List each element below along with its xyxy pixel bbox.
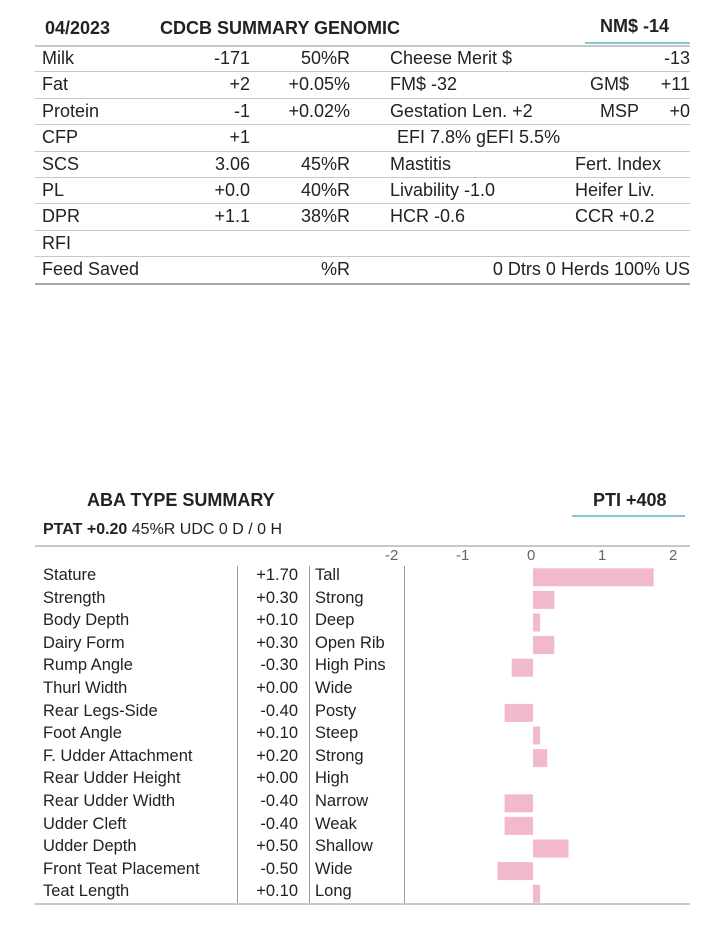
trait-descriptor: Wide: [315, 679, 353, 697]
genomic-cell-c5: CCR +0.2: [575, 206, 655, 227]
genomic-cell-c6: +11: [660, 74, 690, 95]
genomic-cell-c3: 50%R: [300, 48, 350, 68]
trait-value: +0.00: [256, 679, 298, 697]
genomic-cell-c1: PL: [42, 180, 65, 200]
trait-descriptor: Shallow: [315, 837, 373, 856]
trait-bar: [505, 704, 533, 722]
trait-bar: [533, 885, 540, 903]
trait-value: -0.50: [260, 859, 298, 878]
trait-value: -0.30: [260, 656, 298, 675]
genomic-cell-c2: -1: [233, 100, 250, 121]
trait-descriptor: Strong: [315, 588, 364, 607]
genomic-cell-c4: HCR -0.6: [390, 206, 466, 227]
trait-name: Rump Angle: [43, 656, 133, 675]
trait-bar: [505, 817, 533, 835]
ptat-value: PTAT +0.20: [43, 521, 128, 538]
genomic-cell-c2: +2: [229, 74, 250, 95]
genomic-cell-c3: 38%R: [300, 206, 350, 227]
genomic-cell-c1: Fat: [42, 74, 69, 95]
trait-value: +0.00: [256, 769, 298, 788]
trait-descriptor: Tall: [315, 566, 340, 584]
trait-name: Udder Depth: [43, 837, 137, 856]
trait-bar: [505, 794, 533, 812]
genomic-cell-c2: +0.0: [214, 180, 250, 200]
trait-name: Body Depth: [43, 611, 130, 630]
trait-descriptor: High Pins: [315, 656, 386, 675]
trait-bar: [533, 727, 540, 745]
trait-value: +0.10: [256, 611, 298, 630]
genomic-cell-c4: Cheese Merit $: [390, 48, 513, 68]
trait-bar: [533, 591, 554, 609]
trait-descriptor: Wide: [315, 859, 353, 878]
genomic-cell-c2: -171: [213, 48, 250, 68]
trait-bar: [533, 636, 554, 654]
trait-name: Rear Legs-Side: [43, 701, 158, 720]
genomic-cell-c4: Gestation Len. +2: [390, 100, 533, 121]
net-merit-value: NM$ -14: [600, 16, 670, 36]
trait-value: -0.40: [260, 814, 298, 833]
trait-bar: [533, 568, 654, 586]
genomic-cell-c4: EFI 7.8% gEFI 5.5%: [397, 127, 561, 148]
genomic-cell-c3: 45%R: [300, 153, 350, 174]
genomic-cell-c4: Mastitis: [390, 153, 452, 174]
genomic-cell-c2: 3.06: [214, 153, 250, 174]
trait-descriptor: Posty: [315, 701, 357, 720]
trait-descriptor: Narrow: [315, 792, 369, 810]
trait-value: +0.30: [256, 633, 298, 652]
trait-descriptor: Strong: [315, 746, 364, 765]
trait-value: -0.40: [260, 701, 298, 720]
report-date: 04/2023: [45, 18, 111, 38]
trait-descriptor: High: [315, 769, 349, 788]
trait-descriptor: Weak: [315, 814, 357, 833]
aba-title: ABA TYPE SUMMARY: [87, 490, 275, 510]
report-title: CDCB SUMMARY GENOMIC: [160, 18, 401, 38]
trait-name: F. Udder Attachment: [43, 746, 193, 765]
trait-value: +0.10: [256, 882, 298, 901]
genomic-cell-c4: Livability -1.0: [390, 180, 496, 200]
genomic-cell-c1: Protein: [42, 100, 100, 121]
genomic-cell-c1: RFI: [42, 232, 71, 253]
trait-name: Teat Length: [43, 882, 130, 901]
trait-name: Rear Udder Width: [43, 792, 176, 810]
ptat-details: 45%R UDC 0 D / 0 H: [131, 521, 283, 538]
genomic-cell-c6: +0: [669, 100, 690, 121]
trait-name: Dairy Form: [43, 633, 125, 652]
trait-name: Strength: [43, 588, 106, 607]
genomic-cell-c5: Fert. Index: [575, 153, 662, 174]
bottom-divider: [35, 903, 690, 905]
pti-value: PTI +408: [593, 490, 667, 510]
trait-bar: [533, 749, 547, 767]
genomic-cell-c5: GM$: [590, 74, 630, 95]
trait-name: Front Teat Placement: [43, 859, 200, 878]
trait-descriptor: Deep: [315, 611, 355, 630]
axis-tick-label: -2: [385, 547, 399, 564]
trait-value: +0.20: [256, 746, 298, 765]
axis-tick-label: 2: [669, 547, 678, 564]
trait-value: +0.30: [256, 588, 298, 607]
trait-value: +0.10: [256, 724, 298, 743]
genomic-cell-c4: FM$ -32: [390, 74, 458, 95]
genomic-cell-c1: SCS: [42, 153, 80, 174]
trait-bar: [498, 862, 534, 880]
genomic-cell-c1: Milk: [42, 48, 74, 68]
genomic-cell-c1: Feed Saved: [42, 259, 140, 280]
genomic-cell-c3: %R: [320, 259, 350, 280]
trait-descriptor: Open Rib: [315, 633, 385, 652]
trait-value: -0.40: [260, 792, 298, 810]
axis-tick-label: 0: [527, 547, 536, 564]
genomic-cell-c3: 40%R: [300, 180, 350, 200]
genomic-cell-c1: DPR: [42, 206, 81, 227]
genomic-cell-c5: Heifer Liv.: [575, 180, 655, 200]
genomic-cell-c2: +1: [229, 127, 250, 148]
genomic-cell-c6: -13: [663, 48, 690, 68]
trait-name: Stature: [43, 566, 97, 584]
trait-name: Rear Udder Height: [43, 769, 181, 788]
axis-tick-label: -1: [456, 547, 470, 564]
genomic-cell-c1: CFP: [42, 127, 78, 148]
axis-tick-label: 1: [598, 547, 607, 564]
trait-value: +0.50: [256, 837, 298, 856]
trait-descriptor: Steep: [315, 724, 359, 743]
genomic-cell-c2: +1.1: [214, 206, 250, 227]
trait-name: Thurl Width: [43, 679, 128, 697]
genomic-cell-c5: MSP: [600, 100, 640, 121]
trait-bar: [533, 840, 569, 858]
trait-bar: [512, 659, 533, 677]
genomic-cell-c6: 0 Dtrs 0 Herds 100% US: [492, 259, 690, 280]
trait-descriptor: Long: [315, 882, 352, 901]
trait-name: Udder Cleft: [43, 814, 127, 833]
trait-value: +1.70: [256, 566, 298, 584]
trait-bar: [533, 614, 540, 632]
genomic-cell-c3: +0.02%: [288, 100, 350, 121]
trait-name: Foot Angle: [43, 724, 122, 743]
genomic-cell-c3: +0.05%: [288, 74, 350, 95]
